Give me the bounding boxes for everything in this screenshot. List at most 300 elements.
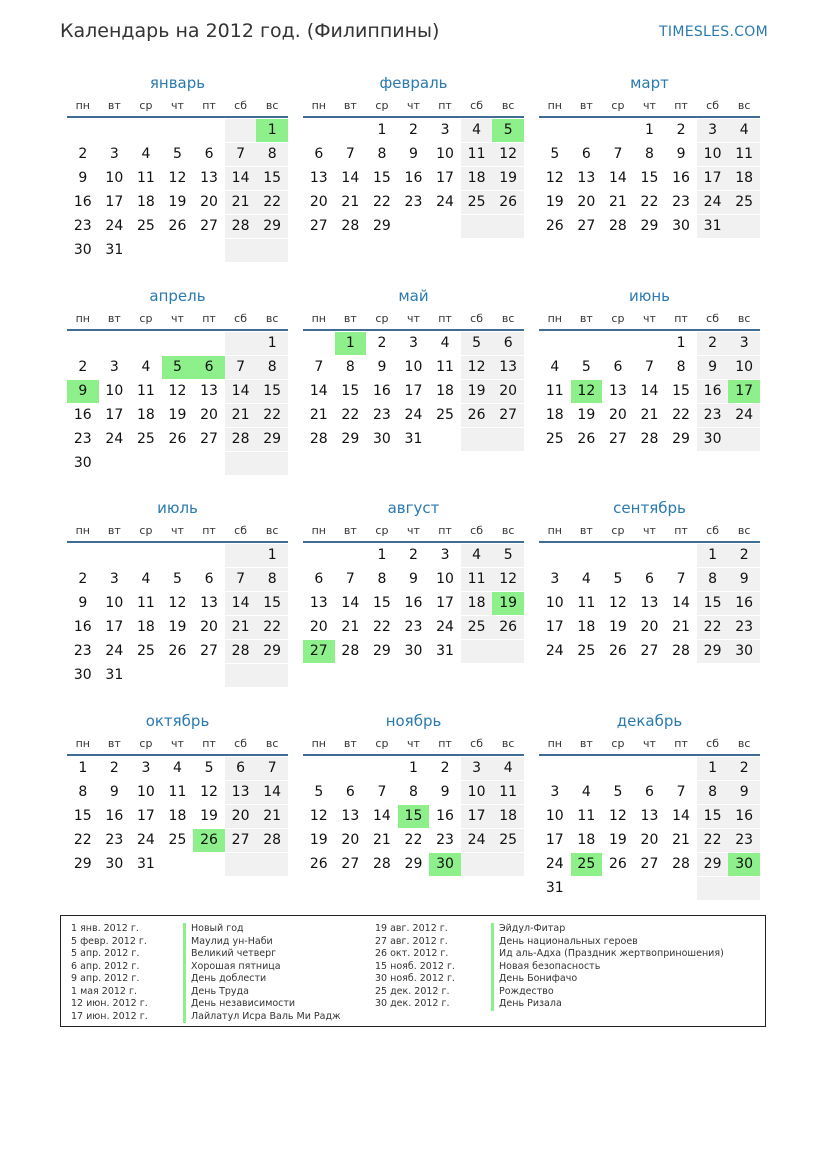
day-cell: 21 [341, 619, 360, 635]
day-cell: 24 [404, 407, 423, 423]
holiday-date: 5 февр. 2012 г. [71, 935, 147, 947]
empty-cell [162, 452, 194, 475]
day-cell: 20 [200, 407, 218, 423]
day-cell: 9 [697, 356, 729, 379]
day-cell: 2 [78, 359, 88, 375]
day-cell: 30 [73, 455, 92, 471]
empty-cell [193, 664, 225, 687]
day-cell: 9 [728, 568, 760, 591]
day-cell: 10 [404, 359, 423, 375]
day-cell: 27 [577, 218, 596, 234]
weekday-label: пн [547, 312, 562, 325]
day-cell: 29 [372, 643, 391, 659]
weekday-label: чт [407, 99, 420, 112]
day-cell: 20 [200, 194, 218, 210]
day-cell: 24 [105, 643, 124, 659]
day-cell: 21 [372, 832, 391, 848]
day-cell: 19 [309, 832, 328, 848]
month-10 [67, 708, 288, 877]
weekday-label: чт [407, 312, 420, 325]
day-cell: 10 [436, 571, 454, 587]
day-cell: 24 [697, 191, 729, 214]
day-cell: 14 [640, 383, 659, 399]
day-cell: 2 [377, 335, 387, 351]
month-name: январь [149, 74, 206, 92]
day-cell: 29 [372, 218, 391, 234]
day-cell: 27 [225, 829, 257, 852]
weekday-label: вт [579, 524, 593, 537]
day-cell: 28 [225, 215, 257, 238]
day-cell: 4 [173, 760, 182, 776]
day-cell: 13 [608, 383, 627, 399]
day-cell: 26 [492, 191, 524, 214]
day-cell: 27 [640, 643, 659, 659]
day-cell: 8 [409, 784, 418, 800]
weekday-label: ср [139, 312, 153, 325]
weekday-label: пт [202, 99, 216, 112]
empty-cell [225, 452, 257, 475]
day-cell: 19 [168, 619, 187, 635]
weekday-label: чт [643, 99, 656, 112]
weekday-label: ср [611, 737, 625, 750]
month-9 [539, 495, 760, 664]
weekday-label: вс [265, 99, 279, 112]
day-cell: 16 [404, 595, 423, 611]
day-cell: 22 [672, 407, 690, 423]
day-cell: 6 [204, 146, 214, 162]
empty-cell [539, 757, 571, 780]
empty-cell [99, 544, 131, 567]
day-grid [303, 756, 524, 877]
day-cell: 15 [640, 170, 659, 186]
day-cell: 15 [672, 383, 690, 399]
day-cell: 1 [377, 547, 387, 563]
day-cell: 6 [314, 146, 324, 162]
weekday-label: сб [470, 99, 484, 112]
day-cell: 31 [436, 643, 454, 659]
weekday-label: пт [438, 99, 452, 112]
day-cell: 5 [461, 332, 493, 355]
day-cell: 20 [341, 832, 360, 848]
empty-cell [225, 119, 257, 142]
day-grid [67, 118, 288, 263]
day-cell: 14 [225, 592, 257, 615]
empty-cell [303, 332, 335, 355]
empty-cell [634, 757, 666, 780]
holiday-name: Лайлатул Исра Валь Ми Радж [183, 1011, 341, 1024]
day-cell: 1 [256, 332, 288, 355]
day-cell: 26 [168, 431, 187, 447]
day-cell: 18 [168, 808, 187, 824]
empty-cell [256, 239, 288, 262]
day-cell: 29 [256, 640, 288, 663]
day-cell: 5 [550, 146, 560, 162]
day-cell: 29 [697, 640, 729, 663]
day-cell: 26 [309, 856, 328, 872]
empty-cell [67, 119, 99, 142]
day-cell: 14 [341, 595, 360, 611]
holiday-name: День Ризала [491, 998, 562, 1011]
weekday-header [539, 96, 760, 118]
day-cell: 6 [225, 757, 257, 780]
day-cell: 5 [581, 359, 591, 375]
day-cell: 5 [173, 146, 182, 162]
day-cell: 5 [173, 571, 182, 587]
day-cell: 5 [613, 571, 623, 587]
day-cell: 2 [78, 571, 88, 587]
day-cell: 19 [461, 380, 493, 403]
holiday-date: 1 янв. 2012 г. [71, 923, 139, 934]
day-cell: 18 [577, 832, 596, 848]
month-2 [303, 70, 524, 239]
weekday-label: вс [737, 737, 751, 750]
day-cell: 19 [168, 194, 187, 210]
weekday-header [67, 734, 288, 756]
day-cell: 24 [545, 856, 564, 872]
day-cell: 4 [461, 544, 493, 567]
day-cell: 14 [372, 808, 391, 824]
day-cell: 16 [404, 170, 423, 186]
holiday-date: 1 мая 2012 г. [71, 985, 137, 997]
day-cell: 18 [136, 619, 155, 635]
empty-cell [225, 664, 257, 687]
day-cell: 13 [200, 595, 218, 611]
day-cell: 14 [608, 170, 627, 186]
day-cell: 6 [645, 571, 654, 587]
empty-cell [193, 544, 225, 567]
day-cell: 7 [314, 359, 324, 375]
day-cell: 15 [697, 592, 729, 615]
day-cell: 2 [728, 757, 760, 780]
day-cell: 23 [404, 194, 423, 210]
empty-cell [728, 428, 760, 451]
holiday-date: 12 июн. 2012 г. [71, 998, 148, 1009]
day-cell: 18 [577, 619, 596, 635]
weekday-label: вт [579, 737, 593, 750]
day-cell: 12 [168, 383, 187, 399]
weekday-label: пт [438, 737, 452, 750]
day-cell: 3 [440, 547, 450, 563]
weekday-label: вс [737, 312, 751, 325]
day-cell: 10 [545, 808, 564, 824]
holiday-date: 25 дек. 2012 г. [375, 985, 450, 997]
day-cell: 1 [78, 760, 88, 776]
day-cell: 27 [341, 856, 360, 872]
month-name: август [387, 499, 440, 517]
day-cell: 18 [136, 194, 155, 210]
empty-cell [256, 853, 288, 876]
day-cell: 11 [728, 143, 760, 166]
day-cell: 3 [697, 119, 729, 142]
day-cell: 8 [256, 143, 288, 166]
weekday-label: пн [75, 524, 90, 537]
weekday-label: чт [407, 524, 420, 537]
holiday-date: 27 авг. 2012 г. [375, 935, 448, 947]
weekday-label: сб [706, 99, 720, 112]
day-cell: 23 [73, 218, 92, 234]
empty-cell [366, 757, 398, 780]
weekday-label: ср [611, 99, 625, 112]
day-cell: 7 [613, 146, 623, 162]
day-cell: 7 [225, 356, 257, 379]
day-cell: 22 [697, 829, 729, 852]
day-cell: 19 [608, 619, 627, 635]
weekday-header [539, 309, 760, 331]
day-cell: 6 [314, 571, 324, 587]
day-cell: 2 [697, 332, 729, 355]
day-cell: 21 [640, 407, 659, 423]
day-cell: 22 [697, 616, 729, 639]
weekday-label: вс [737, 99, 751, 112]
day-cell: 15 [256, 592, 288, 615]
holiday-day: 30 [429, 853, 461, 876]
day-cell: 29 [341, 431, 360, 447]
empty-cell [162, 853, 194, 876]
empty-cell [303, 757, 335, 780]
day-cell: 24 [105, 431, 124, 447]
month-name: июнь [628, 287, 671, 305]
day-cell: 12 [492, 143, 524, 166]
month-name: декабрь [616, 712, 683, 730]
empty-cell [665, 877, 697, 900]
empty-cell [492, 640, 524, 663]
day-cell: 16 [372, 383, 391, 399]
empty-cell [67, 544, 99, 567]
day-cell: 17 [461, 805, 493, 828]
day-cell: 21 [309, 407, 328, 423]
weekday-label: пн [311, 737, 326, 750]
empty-cell [602, 119, 634, 142]
day-grid [303, 543, 524, 664]
day-cell: 27 [200, 643, 218, 659]
day-cell: 19 [577, 407, 596, 423]
month-name: ноябрь [385, 712, 442, 730]
day-cell: 17 [136, 808, 155, 824]
weekday-header [303, 309, 524, 331]
day-cell: 7 [345, 146, 355, 162]
day-cell: 2 [676, 122, 686, 138]
weekday-label: сб [234, 737, 248, 750]
day-cell: 12 [461, 356, 493, 379]
day-grid [539, 543, 760, 664]
empty-cell [130, 239, 162, 262]
day-cell: 8 [256, 356, 288, 379]
weekday-label: пт [438, 524, 452, 537]
empty-cell [99, 452, 131, 475]
day-cell: 27 [200, 218, 218, 234]
empty-cell [492, 853, 524, 876]
holiday-name: День доблести [183, 973, 266, 986]
day-cell: 28 [672, 643, 690, 659]
day-cell: 11 [492, 781, 524, 804]
day-cell: 2 [409, 122, 418, 138]
day-cell: 13 [640, 808, 659, 824]
day-cell: 17 [545, 832, 564, 848]
empty-cell [225, 544, 257, 567]
day-cell: 21 [225, 616, 257, 639]
day-cell: 23 [105, 832, 124, 848]
day-cell: 1 [676, 335, 686, 351]
day-cell: 12 [168, 170, 187, 186]
day-cell: 11 [436, 359, 454, 375]
page-title: Календарь на 2012 год. (Филиппины) [60, 20, 440, 42]
day-cell: 25 [728, 191, 760, 214]
day-cell: 31 [545, 880, 564, 896]
day-cell: 20 [608, 407, 627, 423]
day-cell: 30 [404, 643, 423, 659]
day-cell: 29 [672, 431, 690, 447]
weekday-label: чт [171, 524, 184, 537]
day-cell: 9 [109, 784, 119, 800]
day-cell: 26 [545, 218, 564, 234]
day-cell: 11 [136, 383, 155, 399]
day-cell: 31 [136, 856, 155, 872]
holiday-date: 15 нояб. 2012 г. [375, 960, 455, 972]
empty-cell [602, 332, 634, 355]
empty-cell [398, 215, 430, 238]
weekday-label: ср [611, 312, 625, 325]
empty-cell [492, 428, 524, 451]
weekday-label: пт [202, 524, 216, 537]
day-cell: 19 [492, 167, 524, 190]
day-cell: 4 [141, 571, 151, 587]
weekday-label: вт [343, 312, 357, 325]
day-cell: 28 [341, 643, 360, 659]
weekday-label: ср [375, 99, 389, 112]
holiday-name: День Труда [183, 986, 249, 999]
empty-cell [193, 452, 225, 475]
weekday-label: вт [107, 312, 121, 325]
holiday-date: 30 нояб. 2012 г. [375, 973, 455, 984]
holiday-day: 5 [162, 356, 194, 379]
day-cell: 22 [372, 619, 391, 635]
day-cell: 20 [200, 619, 218, 635]
day-cell: 29 [73, 856, 92, 872]
weekday-label: ср [139, 99, 153, 112]
empty-cell [571, 757, 603, 780]
day-cell: 28 [256, 829, 288, 852]
day-cell: 14 [225, 380, 257, 403]
month-name: май [398, 287, 429, 305]
holiday-name: Великий четверг [183, 948, 276, 961]
month-6 [539, 283, 760, 452]
weekday-label: пн [311, 524, 326, 537]
day-cell: 17 [105, 194, 124, 210]
day-cell: 6 [204, 571, 214, 587]
empty-cell [571, 332, 603, 355]
day-cell: 9 [377, 359, 387, 375]
weekday-label: вс [501, 312, 515, 325]
day-cell: 1 [409, 760, 418, 776]
empty-cell [539, 332, 571, 355]
day-cell: 11 [461, 143, 493, 166]
weekday-label: сб [470, 524, 484, 537]
day-cell: 18 [436, 383, 454, 399]
day-cell: 28 [225, 640, 257, 663]
weekday-label: пн [547, 524, 562, 537]
day-cell: 10 [461, 781, 493, 804]
day-cell: 10 [545, 595, 564, 611]
day-cell: 13 [309, 170, 328, 186]
day-cell: 19 [545, 194, 564, 210]
empty-cell [602, 877, 634, 900]
month-name: апрель [149, 287, 206, 305]
day-cell: 25 [545, 431, 564, 447]
weekday-label: пт [202, 737, 216, 750]
day-cell: 11 [577, 808, 596, 824]
day-cell: 7 [645, 359, 654, 375]
weekday-label: ср [375, 524, 389, 537]
holiday-name: Ид аль-Адха (Праздник жертвоприношения) [491, 948, 724, 961]
empty-cell [539, 119, 571, 142]
day-cell: 3 [440, 122, 450, 138]
weekday-label: сб [706, 737, 720, 750]
holiday-name: Хорошая пятница [183, 961, 281, 974]
empty-cell [634, 544, 666, 567]
day-cell: 24 [136, 832, 155, 848]
day-cell: 8 [345, 359, 355, 375]
day-cell: 4 [141, 359, 151, 375]
day-cell: 17 [404, 383, 423, 399]
weekday-label: пн [75, 312, 90, 325]
day-cell: 9 [728, 781, 760, 804]
holiday-day: 1 [256, 119, 288, 142]
day-cell: 18 [492, 805, 524, 828]
day-cell: 2 [78, 146, 88, 162]
empty-cell [539, 544, 571, 567]
empty-cell [335, 544, 367, 567]
day-cell: 16 [73, 619, 92, 635]
weekday-label: ср [375, 312, 389, 325]
day-cell: 23 [73, 643, 92, 659]
weekday-label: пн [75, 99, 90, 112]
day-cell: 4 [581, 571, 591, 587]
day-cell: 8 [676, 359, 686, 375]
empty-cell [162, 332, 194, 355]
day-cell: 23 [436, 832, 454, 848]
day-cell: 31 [404, 431, 423, 447]
brand-logo[interactable]: TIMESLES.COM [659, 24, 768, 40]
empty-cell [665, 544, 697, 567]
day-cell: 11 [136, 595, 155, 611]
weekday-label: сб [470, 737, 484, 750]
month-11 [303, 708, 524, 877]
weekday-header [539, 734, 760, 756]
day-cell: 4 [492, 757, 524, 780]
day-cell: 6 [613, 359, 623, 375]
day-cell: 26 [492, 616, 524, 639]
day-cell: 26 [461, 404, 493, 427]
day-cell: 25 [461, 616, 493, 639]
weekday-label: пт [202, 312, 216, 325]
day-cell: 31 [697, 215, 729, 238]
day-cell: 10 [728, 356, 760, 379]
day-cell: 15 [697, 805, 729, 828]
weekday-label: вт [343, 737, 357, 750]
holiday-day: 9 [67, 380, 99, 403]
holiday-day: 12 [571, 380, 603, 403]
day-cell: 11 [168, 784, 187, 800]
day-cell: 24 [436, 619, 454, 635]
day-cell: 4 [550, 359, 560, 375]
day-cell: 12 [608, 595, 627, 611]
day-cell: 13 [492, 356, 524, 379]
month-3 [539, 70, 760, 239]
day-cell: 26 [168, 218, 187, 234]
weekday-label: вс [737, 524, 751, 537]
day-cell: 16 [73, 407, 92, 423]
holiday-date: 17 июн. 2012 г. [71, 1010, 148, 1022]
